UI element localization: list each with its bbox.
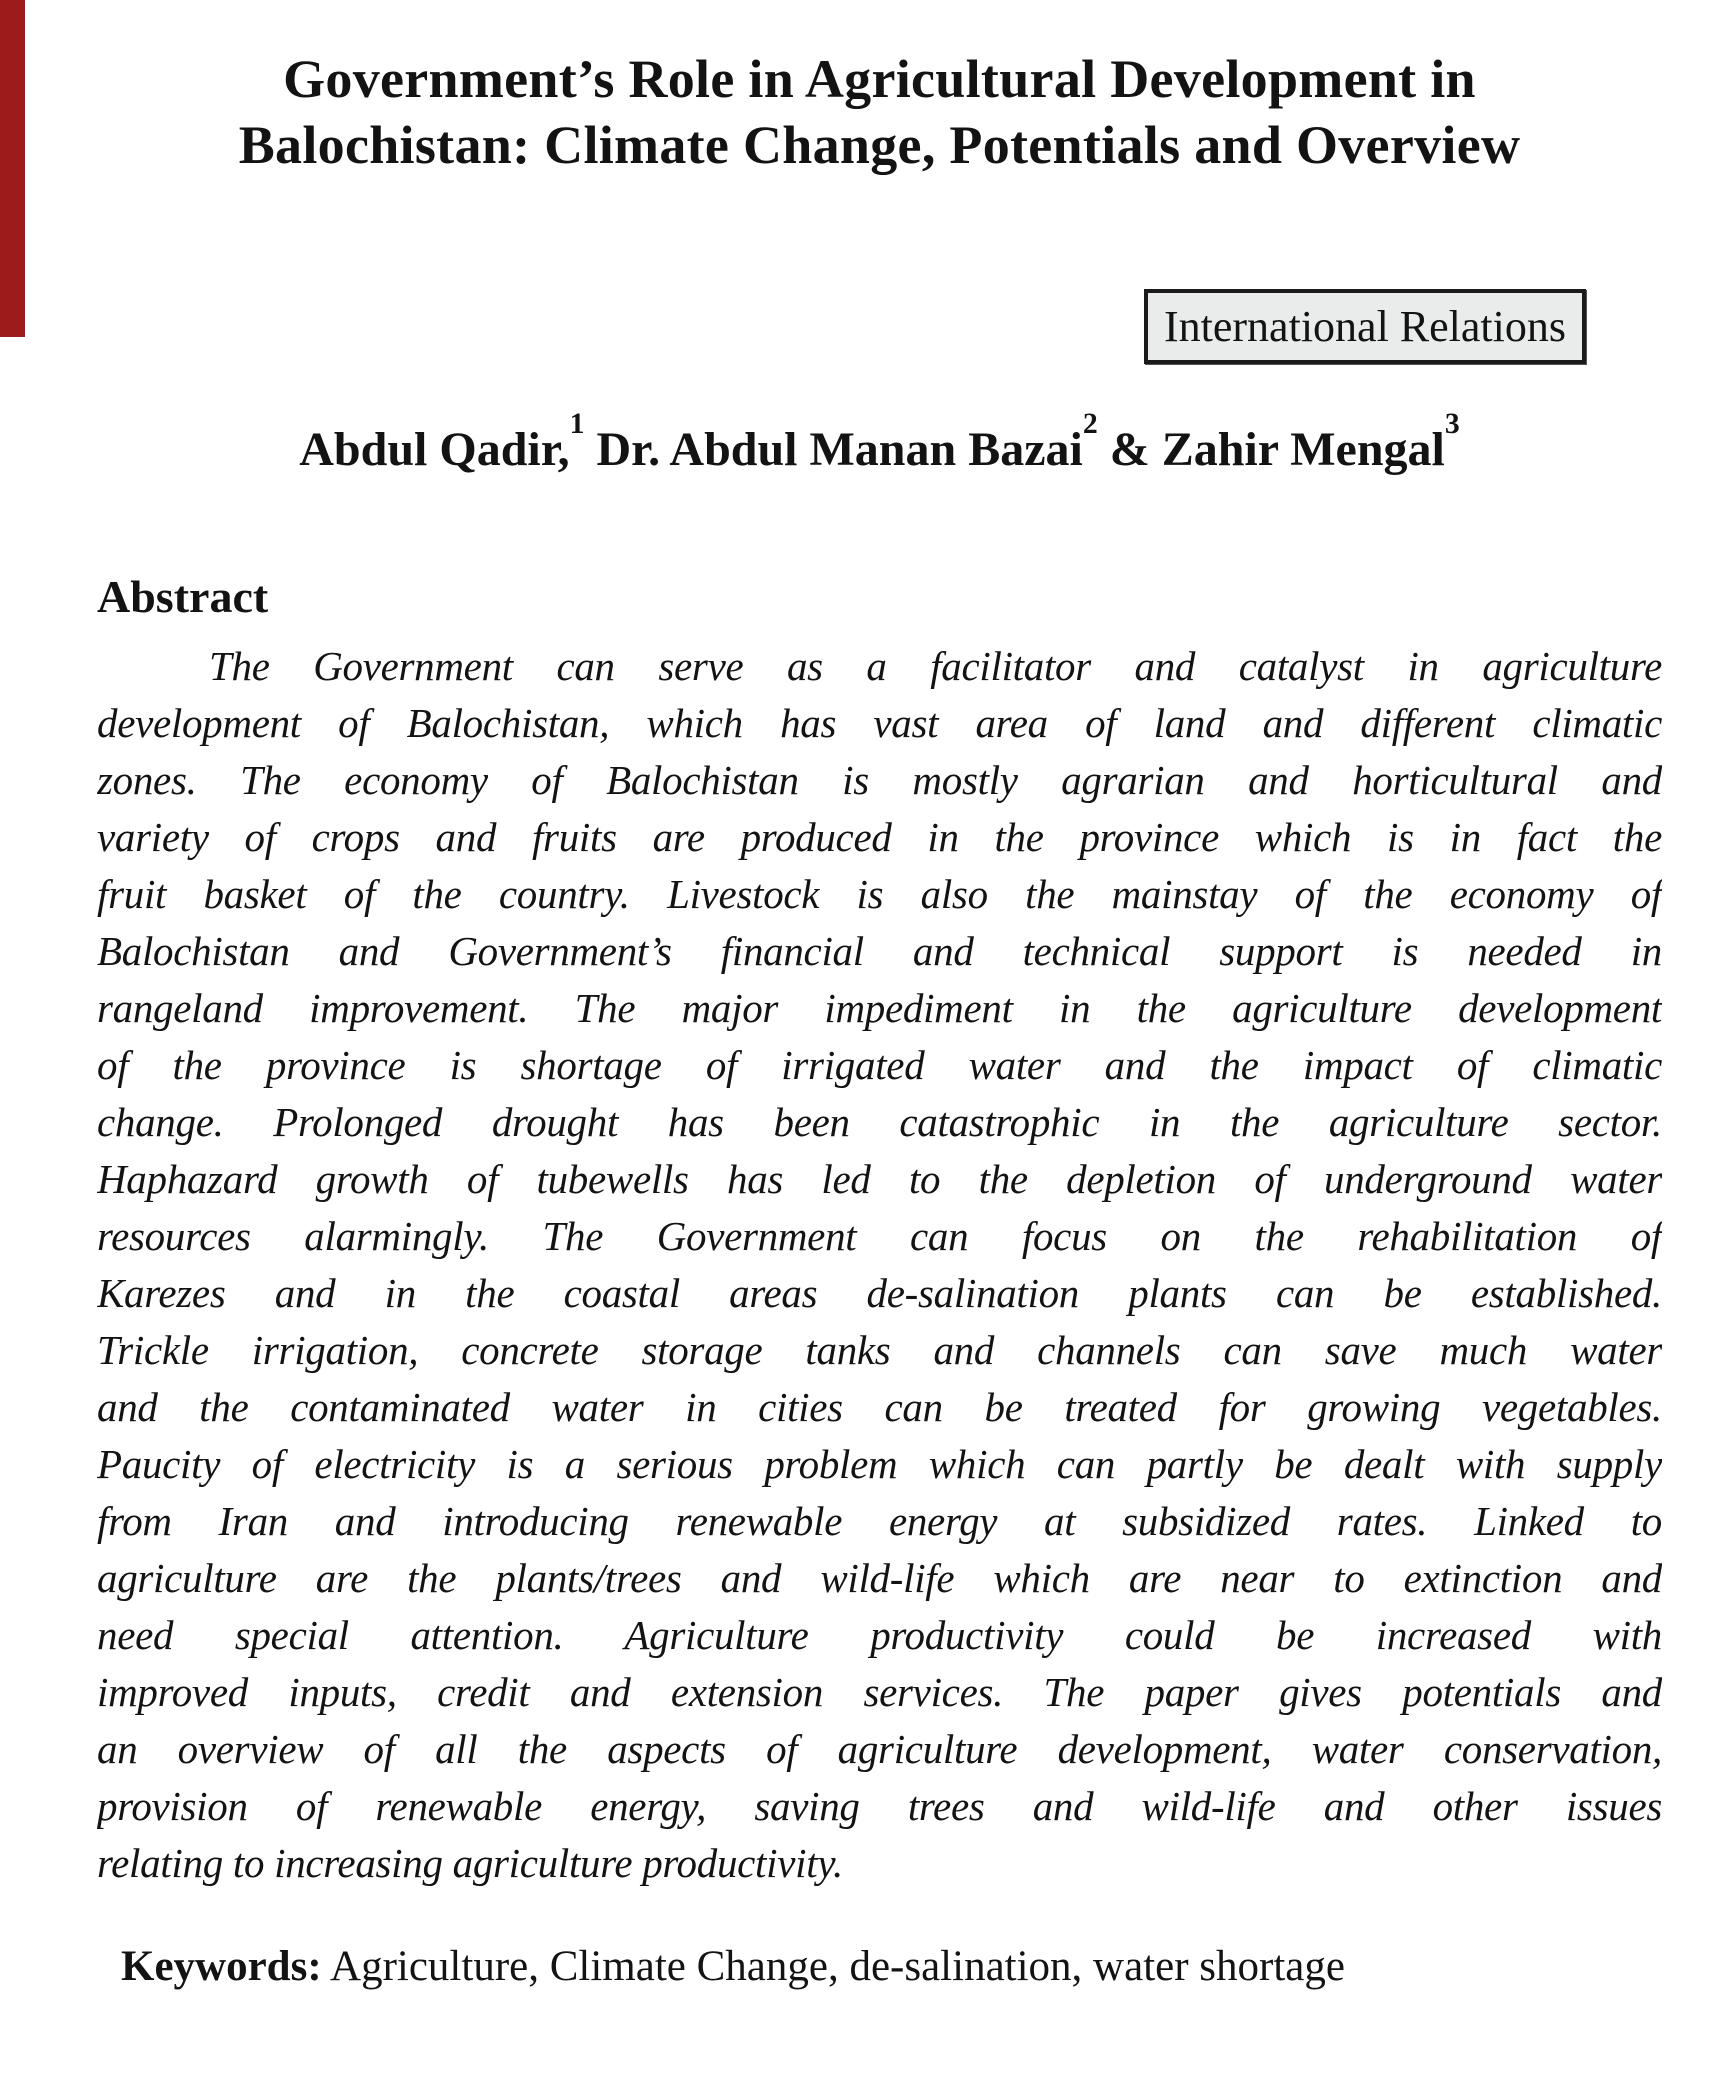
abstract-line: Paucity of electricity is a serious problem which can partly be dealt with supply	[97, 1441, 1662, 1488]
abstract-line: an overview of all the aspects of agriculture development, water conservation,	[97, 1726, 1662, 1773]
abstract-text	[97, 638, 1662, 1892]
abstract-line: improved inputs, credit and extension services. The paper gives potentials and	[97, 1669, 1662, 1716]
abstract-line: development of Balochistan, which has vast area of land and different climatic	[97, 700, 1662, 747]
abstract-line: and the contaminated water in cities can be treated for growing vegetables.	[97, 1384, 1662, 1431]
abstract-line: provision of renewable energy, saving trees and wild-life and other issues	[97, 1783, 1662, 1830]
author-3: & Zahir Mengal	[1097, 423, 1445, 477]
author-3-footnote-marker: 3	[1444, 407, 1460, 441]
category-label: International Relations	[1164, 302, 1566, 351]
abstract-line: Balochistan and Government’s financial and technical support is needed in	[97, 928, 1662, 975]
author-2: Dr. Abdul Manan Bazai	[584, 423, 1083, 477]
abstract-line: agriculture are the plants/trees and wild-life which are near to extinction and	[97, 1555, 1662, 1602]
abstract-heading: Abstract	[97, 571, 269, 623]
abstract-line: relating to increasing agriculture productivity.	[97, 1840, 843, 1887]
abstract-line: Trickle irrigation, concrete storage tanks and channels can save much water	[97, 1327, 1662, 1374]
abstract-line: zones. The economy of Balochistan is mostly agrarian and horticultural and	[97, 757, 1662, 804]
paper-title	[97, 46, 1662, 178]
author-1-footnote-marker: 1	[569, 407, 585, 441]
keywords-values: Agriculture, Climate Change, de-salination, water shortage	[321, 1943, 1345, 1991]
abstract-line: Karezes and in the coastal areas de-salination plants can be established.	[97, 1270, 1662, 1317]
red-edge-ribbon	[0, 0, 25, 337]
authors-line	[97, 407, 1662, 479]
abstract-line: from Iran and introducing renewable energy at subsidized rates. Linked to	[97, 1498, 1662, 1545]
paper-title-line-2: Balochistan: Climate Change, Potentials and Overview	[238, 115, 1521, 175]
abstract-line: rangeland improvement. The major impediment in the agriculture development	[97, 985, 1662, 1032]
category-label-box	[1144, 289, 1586, 364]
keywords-label: Keywords:	[121, 1943, 322, 1991]
keywords-line	[97, 1939, 1662, 1995]
abstract-line: Haphazard growth of tubewells has led to the depletion of underground water	[97, 1156, 1662, 1203]
author-2-footnote-marker: 2	[1082, 407, 1098, 441]
abstract-line: change. Prolonged drought has been catastrophic in the agriculture sector.	[97, 1099, 1662, 1146]
abstract-line: variety of crops and fruits are produced in the province which is in fact the	[97, 814, 1662, 861]
author-1: Abdul Qadir,	[299, 423, 570, 477]
abstract-line: need special attention. Agriculture productivity could be increased with	[97, 1612, 1662, 1659]
abstract-line: of the province is shortage of irrigated water and the impact of climatic	[97, 1042, 1662, 1089]
abstract-line: resources alarmingly. The Government can focus on the rehabilitation of	[97, 1213, 1662, 1260]
paper-title-line-1: Government’s Role in Agricultural Development in	[283, 49, 1476, 109]
page-content	[97, 0, 1662, 1995]
abstract-line: fruit basket of the country. Livestock is also the mainstay of the economy of	[97, 871, 1662, 918]
category-box-row	[97, 289, 1662, 364]
abstract-line: The Government can serve as a facilitator and catalyst in agriculture	[209, 643, 1662, 690]
